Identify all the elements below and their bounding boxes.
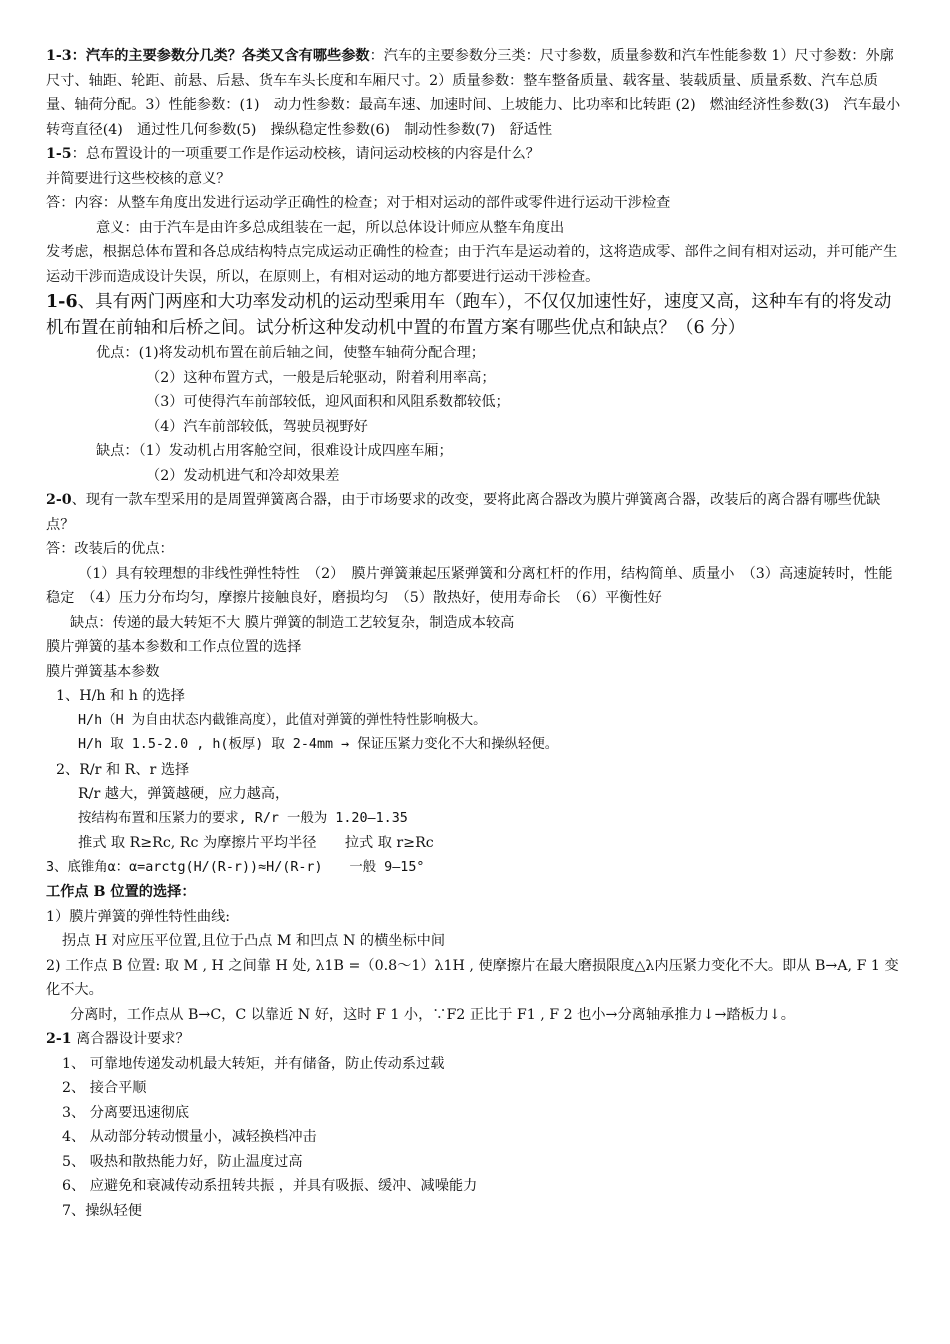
q1-5-question — [46, 142, 906, 167]
q1-6-pro-2: （2）这种布置方式，一般是后轮驱动，附着利用率高； — [146, 369, 496, 386]
q2-0-answer-head: 答：改装后的优点： — [46, 541, 174, 557]
working-point-1: 1）膜片弹簧的弹性特性曲线: — [46, 908, 231, 925]
diaphragm-s2-line3: 推式 取 R≥Rc, Rc 为摩擦片平均半径 拉式 取 r≥Rc — [78, 835, 434, 851]
q1-3-paragraph — [46, 44, 906, 142]
q1-5-answer: 答：内容：从整车角度出发进行运动学正确性的检查；对于相对运动的部件或零件进行运动干涉检查 — [46, 195, 671, 211]
q1-5-meaning-line2: 发考虑，根据总体布置和各总成结构特点完成运动正确性的检查；由于汽车是运动着的，这将造成零、部件之间有相对运动，并可能产生运动干涉而造成设计失误，所以，在原则上，有相对运动的地方都要进行运动干涉检查。 — [46, 244, 898, 285]
diaphragm-heading-1: 膜片弹簧的基本参数和工作点位置的选择 — [46, 639, 302, 655]
q2-1-item-4: 4、 从动部分转动惯量小，减轻换档冲击 — [62, 1129, 317, 1145]
diaphragm-s1-line2: H/h 取 1.5-2.0 , h(板厚) 取 2-4mm → 保证压紧力变化不大和操纵轻便。 — [78, 737, 559, 752]
q1-3-body: ：汽车的主要参数分三类：尺寸参数，质量参数和汽车性能参数 1）尺寸参数：外廓尺寸、轴距、轮距、前悬、后悬、货车车头长度和车厢尺寸。2）质量参数：整车整备质量、载客量、装载质量、质量系数、汽车总质量、轴荷分配。3）性能参数：(1) 动力性参数：最高车速、加速时间、上坡能力、比功率和比转距 (2) 燃油经济性参数(3) 汽车最小转弯直径(4) 通过性几何参数(5) 操纵稳定性参数(6) 制动性参数(7) 舒适性 — [46, 48, 901, 138]
q2-1-item-3: 3、 分离要迅速彻底 — [62, 1104, 190, 1121]
diaphragm-heading-2: 膜片弹簧基本参数 — [46, 663, 160, 680]
diaphragm-s1-line1: H/h（H 为自由状态内截锥高度），此值对弹簧的弹性特性影响极大。 — [78, 712, 487, 728]
q1-6-question — [46, 289, 906, 341]
q1-5-question-line2: 并简要进行这些校核的意义？ — [46, 170, 231, 187]
q1-5-meaning-line1: 意义：由于汽车是由许多总成组装在一起，所以总体设计师应从整车角度出 — [96, 219, 565, 236]
q1-6-cons-label: 缺点： — [96, 443, 139, 459]
q2-1-item-1: 1、 可靠地传递发动机最大转矩，并有储备，防止传动系过载 — [62, 1055, 445, 1072]
q2-0-cons: 缺点：传递的最大转矩不大 膜片弹簧的制造工艺较复杂，制造成本较高 — [70, 614, 515, 631]
q1-5-label: 1-5 — [46, 146, 72, 162]
q1-6-question-text: 、具有两门两座和大功率发动机的运动型乘用车（跑车），不仅仅加速性好，速度又高，这种车有的将发动机布置在前轴和后桥之间。试分析这种发动机中置的布置方案有哪些优点和缺点？（6 分） — [46, 292, 892, 338]
q2-1-item-6: 6、 应避免和衰减传动系扭转共振 ，并具有吸振、缓冲、减噪能力 — [62, 1178, 478, 1194]
q2-0-question-text: 、现有一款车型采用的是周置弹簧离合器，由于市场要求的改变，要将此离合器改为膜片弹簧离合器，改装后的离合器有哪些优缺点？ — [46, 492, 881, 533]
q1-6-pros-label: 优点： — [96, 345, 139, 361]
q1-6-label: 1-6 — [46, 292, 78, 312]
working-point-title: 工作点 B 位置的选择： — [46, 884, 196, 900]
q2-1-item-5: 5、 吸热和散热能力好，防止温度过高 — [62, 1153, 303, 1170]
q2-0-pros: （1）具有较理想的非线性弹性特性 （2） 膜片弹簧兼起压紧弹簧和分离杠杆的作用，结构简单、质量小 （3）高速旋转时，性能稳定 （4）压力分布均匀，摩擦片接触良好，磨损均匀 （5）散热好，使用寿命长 （6）平衡性好 — [46, 565, 893, 606]
q2-1-label: 2-1 — [46, 1031, 72, 1047]
q1-5-question-line1: ：总布置设计的一项重要工作是作运动校核，请问运动校核的内容是什么？ — [71, 146, 540, 162]
diaphragm-s2-line1: R/r 越大，弹簧越硬，应力越高， — [78, 786, 290, 802]
q1-3-title: 1-3：汽车的主要参数分几类？各类又含有哪些参数 — [46, 48, 370, 64]
q2-0-label: 2-0 — [46, 492, 72, 508]
working-point-3: 分离时，工作点从 B→C，C 以靠近 N 好，这时 F 1 小，∵F2 正比于 F1 , F 2 也小→分离轴承推力↓→踏板力↓。 — [70, 1006, 795, 1023]
diaphragm-s1-title: 1、H/h 和 h 的选择 — [56, 688, 185, 704]
q2-1-item-2: 2、 接合平顺 — [62, 1080, 147, 1096]
working-point-2: 2) 工作点 B 位置: 取 M , H 之间靠 H 处, λ1B =（0.8～1）λ1H , 使摩擦片在最大磨损限度△λ内压紧力变化不大。即从 B→A, F 1 变化不大。 — [46, 957, 899, 998]
q1-6-pro-3: （3）可使得汽车前部较低，迎风面积和风阻系数都较低； — [146, 394, 510, 410]
q1-6-con-2: （2）发动机进气和冷却效果差 — [146, 467, 340, 484]
q1-6-pro-1: 优点：(1)将发动机布置在前后轴之间，使整车轴荷分配合理； — [96, 345, 485, 361]
q1-6-pro-4: （4）汽车前部较低，驾驶员视野好 — [146, 418, 368, 435]
diaphragm-s2-title: 2、R/r 和 R、r 选择 — [56, 761, 190, 778]
q2-1-title: 2-1 离合器设计要求？ — [46, 1031, 190, 1047]
diaphragm-s3: 3、底锥角α：α=arctg(H/(R-r))≈H/(R-r) 一般 9—15° — [46, 859, 425, 875]
q1-6-con-1: 缺点：（1）发动机占用客舱空间，很难设计成四座车厢； — [96, 443, 453, 459]
working-point-1-line1: 拐点 H 对应压平位置,且位于凸点 M 和凹点 N 的横坐标中间 — [62, 933, 446, 949]
q2-0-question — [46, 488, 906, 537]
q2-1-item-7: 7、操纵轻便 — [62, 1202, 142, 1219]
diaphragm-s2-line2: 按结构布置和压紧力的要求, R/r 一般为 1.20—1.35 — [78, 810, 408, 826]
